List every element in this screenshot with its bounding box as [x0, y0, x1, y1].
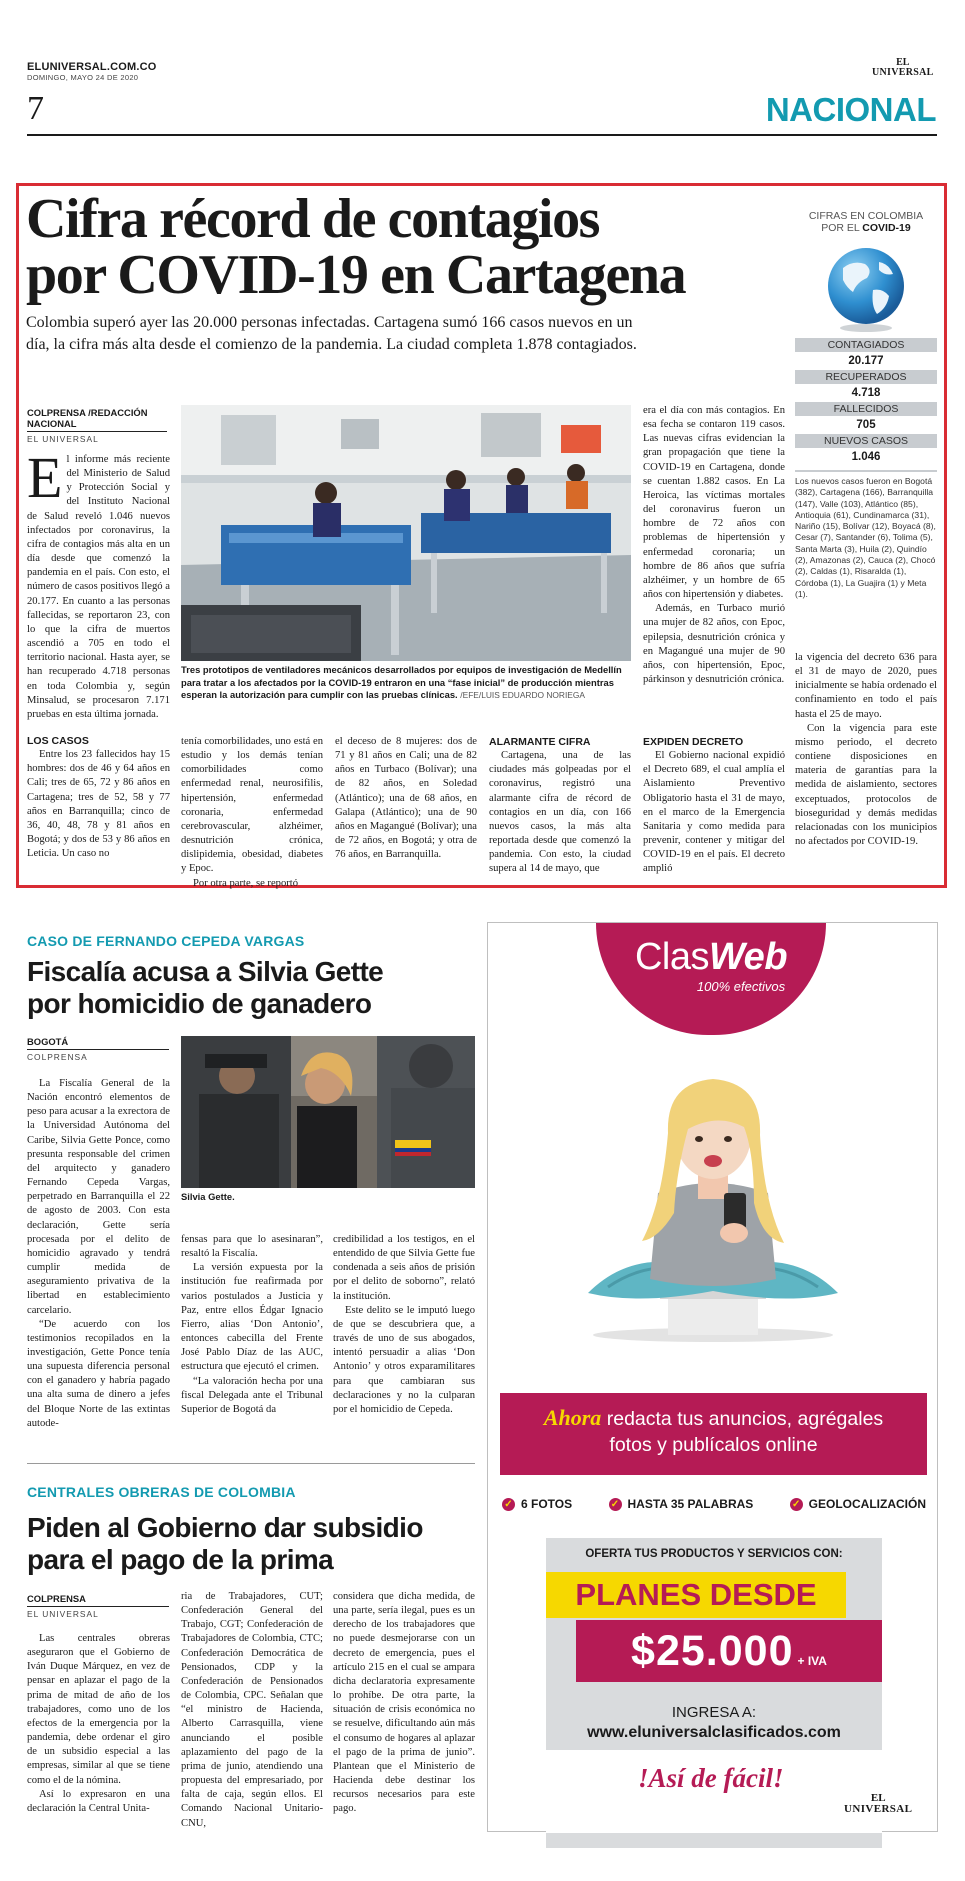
logo-bottom: UNIVERSAL — [872, 67, 934, 78]
stat-fallecidos — [795, 402, 937, 434]
lead-col1-p1: l informe más reciente del Ministerio de Salud y Protección Social y del Instituto Nacional de Salud reveló 1.046 nuevos infectados por coronavirus, la cifra de contagios más alta en un día desde que comenzó la pandemia en el país. Con esto, el número de casos positivos llegó a 20.177. En cuanto a las personas fallecidas, se reportaron 23, con lo que la cifra de muertos ascendió a 705 en todo el territorio nacional. Hasta ayer, se han recuperado 4.718 personas en toda Colombia y, según Minsalud, se procesaron 7.171 pruebas en esta última jornada. — [27, 454, 170, 720]
story-divider — [27, 1463, 475, 1464]
story3-col1-p1: Las centrales obreras aseguraron que el Gobierno de Iván Duque Márquez, en vez de pensar en aplazar el pago de la prima de mitad de año de los trabajadores, como uno de los efectos de la emergencia por la pandemia, debe ordenar el giro de un subsidio especial a las empresas, similar al que se tiene como el de la nómina. — [27, 1633, 170, 1786]
section-title: NACIONAL — [765, 91, 936, 128]
lead-col6-p1: la vigencia del decreto 636 para el 31 de mayo de 2020, pues inicialmente se había ordenado el confinamiento en todo el país hasta el 25 de mayo. — [795, 652, 937, 720]
stats-divider — [795, 470, 937, 472]
story3-column-2 — [181, 1590, 323, 1872]
lead-headline-line1: Cifra récord de contagios — [26, 188, 600, 250]
lead-byline-paper: EL UNIVERSAL — [27, 434, 99, 444]
lead-headline — [26, 188, 686, 306]
lead-column-5-bottom — [643, 735, 785, 880]
silvia-gette-image — [181, 1036, 475, 1188]
feature-photos: ✓ 6 FOTOS — [502, 1497, 572, 1511]
story2-headline — [27, 956, 383, 1020]
story3-col2-p1: ria de Trabajadores, CUT; Confederación General del Trabajo, CGT; Confederación de Trabajadores de Colombia, CTC; Confederación Democrática de Pensionados, CDP y la Confederación de Pensionados de Colombia, CPC. Señalan que “el ministro de Hacienda, Alberto Carrasquilla, viene anunciando el posible aplazamiento del pago de la prima de junio, atendiendo una propuesta del empresariado, por falta de caja, según ellos. El Comando Nacional Unitario-CNU, — [181, 1591, 323, 1829]
ad-features — [502, 1497, 926, 1511]
story3-byline — [27, 1593, 169, 1619]
story2-column-3 — [333, 1233, 475, 1454]
price-banner — [576, 1620, 882, 1682]
story3-byline-paper: EL UNIVERSAL — [27, 1609, 99, 1619]
story2-byline — [27, 1036, 169, 1062]
story2-headline-line2: por homicidio de ganadero — [27, 988, 372, 1019]
masthead-logo — [872, 58, 934, 78]
lead-subhead-decreto: EXPIDEN DECRETO — [643, 736, 744, 748]
story3-col1-p2: Así lo expresaron en una declaración la Central Unita- — [27, 1788, 170, 1814]
logo-web: Web — [709, 936, 788, 978]
lead-headline-line2: por COVID-19 en Cartagena — [26, 244, 686, 306]
lead-col1-p2: Entre los 23 fallecidos hay 15 hombres: dos de 46 y 64 años en Cali; tres de 65, 72 y 86 años en Cartagena; tres de 52, 58 y 77 años en Barranquilla; cinco de 36, 40, 48, 78 y 81 años en Bogotá; y dos de 53 y 86 años en Leticia. Un caso no — [27, 749, 170, 860]
lead-photo-caption — [181, 664, 631, 702]
lead-col2-p1: tenía comorbilidades, uno está en estudio y los demás tenían comorbilidades como enfermedad renal, neurosifilis, hipertensión, enfermedad coronaria, enfermedad cerebrovascular, alzhéimer, desnutrición crónica, dislipidemia, obesidad, diabetes y Epoc. — [181, 736, 323, 875]
lead-col2-p2: Por otra parte, se reportó — [193, 877, 299, 889]
stat-contagiados — [795, 338, 937, 370]
lead-column-1 — [27, 445, 170, 878]
story2-col2-p1: fensas para que lo asesinaran”, resaltó la Fiscalía. — [181, 1234, 323, 1260]
masthead-rule — [27, 134, 937, 136]
ventilator-workshop-image — [181, 405, 631, 661]
lead-caption-text: Tres prototipos de ventiladores mecánicos desarrollados por equipos de investigación de Medellín para tratar a los afectados por la COVID-19 entraron en una “fase inicial” de producción mientras esperan la autorización para cumplir con las pruebas clínicas. — [181, 664, 622, 700]
lead-col5b-p1: El Gobierno nacional expidió el Decreto 689, el cual amplía el Aislamiento Preventivo Obligatorio hasta el 31 de mayo, en el marco de la Emergencia Sanitaria y como medida para prevenir, contener y mitigar del COVID-19 en el país. El decreto amplió — [643, 750, 785, 875]
stats-list — [795, 338, 937, 466]
lead-column-4 — [489, 735, 631, 880]
lead-subhead-alarmante: ALARMANTE CIFRA — [489, 736, 591, 748]
ad-url-link[interactable]: www.eluniversalclasificados.com — [587, 1724, 841, 1741]
story2-byline-place: BOGOTÁ — [27, 1036, 169, 1050]
ad-slogan: !Así de fácil! — [638, 1763, 784, 1793]
stat-nuevos-casos — [795, 434, 937, 466]
lead-photo — [181, 405, 631, 661]
stat-value: 4.718 — [851, 387, 881, 399]
lead-column-2 — [181, 735, 323, 889]
story2-caption: Silvia Gette. — [181, 1191, 235, 1202]
masthead-date: DOMINGO, MAYO 24 DE 2020 — [27, 73, 139, 82]
lead-dropcap: E — [27, 445, 63, 510]
story2-col2-p2: La versión expuesta por la institución fue reafirmada por varios postulados a Justicia y Paz, entre ellos Édgar Ignacio Fierro, alias ‘Don Antonio’, entonces cabecilla del Frente José Pablo Díaz de las AUC, estructura que ejecutó el crimen. — [181, 1262, 323, 1373]
story2-photo — [181, 1036, 475, 1188]
story2-col1-p2: “De acuerdo con los testimonios recopilados en la investigación, Gette Ponce tenía una supuesta diferencia personal con el ganadero y habría pagado una alta suma de dinero a jefes del Bloque Norte de las extintas autode- — [27, 1318, 170, 1429]
logo-clas: Clas — [634, 936, 709, 978]
ad-brand-logo — [844, 1793, 912, 1815]
story3-headline-line1: Piden al Gobierno dar subsidio — [27, 1512, 423, 1543]
story2-kicker: CASO DE FERNANDO CEPEDA VARGAS — [27, 933, 305, 949]
story3-col3-p1: considera que dicha medida, de una parte, sería ilegal, pues es un derecho de los trabajadores que no puede desmejorarse con un decreto de emergencia, pues el artículo 215 en el cual se ampara dicha declaratoria expresamente lo prohíbe. De otra parte, la situación de crisis económica no se resuelve, dificultando aún más el consumo de hogares al aplazar el pago de la prima de junio”. Plantean que el Ministerio de Hacienda debe destinar los recursos necesarios para este pago. — [333, 1591, 475, 1815]
sidebar-title-line2: POR EL COVID-19 — [821, 222, 911, 234]
stat-value: 1.046 — [851, 451, 881, 463]
stat-label: RECUPERADOS — [795, 370, 937, 384]
lead-caption-credit: /EFE/LUIS EDUARDO NORIEGA — [460, 690, 585, 700]
page-number: 7 — [27, 90, 44, 127]
logo-top: EL — [896, 57, 910, 68]
story3-headline-line2: para el pago de la prima — [27, 1544, 334, 1575]
globe-icon — [821, 244, 911, 334]
stat-recuperados — [795, 370, 937, 402]
offer-text: OFERTA TUS PRODUCTOS Y SERVICIOS CON: — [585, 1548, 843, 1560]
clasweb-logo — [596, 923, 826, 1035]
story3-byline-agency: COLPRENSA — [27, 1593, 169, 1607]
banner-line1: redacta tus anuncios, agrégales — [601, 1408, 884, 1430]
stat-label: CONTAGIADOS — [795, 338, 937, 352]
lead-col5-p1: era el día con más contagios. En esa fecha se contaron 119 casos. Las nuevas cifras evidencian la gran propagación que tiene la COVID-19 en Cartagena, donde se cuentan 1.882 casos. En La Heroica, las víctimas mortales del coronavirus fueron un hombre de 72 años con problemas de hipertensión y enfermedad coronaria; un hombre de 86 años que sufría alzhéimer, y un hombre de 65 años con hipertensión y diabetes. — [643, 405, 785, 601]
ad-brand-bottom: UNIVERSAL — [844, 1803, 913, 1815]
feature-words: ✓ HASTA 35 PALABRAS — [609, 1497, 754, 1511]
lead-col5-p2: Además, en Turbaco murió una mujer de 82 años, con Epoc, epilepsia, desnutrición crónica y en Magangué una mujer de 90 años, con hipertensión, Epoc, párkinson y desnutrición crónica. — [643, 603, 785, 685]
story2-headline-line1: Fiscalía acusa a Silvia Gette — [27, 956, 384, 987]
lead-deck-line2: día, la cifra más alta desde el comienzo de la pandemia. La ciudad completa 1.878 contagiados. — [26, 336, 637, 353]
story3-column-1 — [27, 1632, 170, 1872]
story2-col3-p2: Este delito se le imputó luego de que se descubriera que, a través de uno de sus abogados, intentó persuadir a alias ‘Don Antonio’ y otros exparamilitares para que cambiaran sus declaraciones y no la culparan por el homicidio de Cepeda. — [333, 1304, 475, 1415]
ad-banner — [500, 1393, 927, 1475]
story2-byline-agency: COLPRENSA — [27, 1052, 88, 1062]
sidebar-title-line1: CIFRAS EN COLOMBIA — [808, 210, 924, 222]
ad-illustration — [548, 1043, 878, 1343]
story3-kicker: CENTRALES OBRERAS DE COLOMBIA — [27, 1484, 296, 1500]
covid-stats-sidebar — [795, 196, 937, 621]
story2-col2-p3: “La valoración hecha por una fiscal Delegada ante el Tribunal Superior de Bogotá da — [181, 1375, 323, 1415]
sidebar-note: Los nuevos casos fueron en Bogotá (382), Cartagena (166), Barranquilla (147), Valle (103), Atlántico (85), Antioquia (61), Cundinamarca (31), Nariño (15), Bolívar (12), Boyacá (8), Cesar (7), Santander (6), Tolima (5), Santa Marta (3), Huila (2), Quindío (2), Amazonas (2), Cauca (2), Chocó (2), Caldas (1), Risaralda (1), Córdoba (1), La Guajira (1) y Meta (1). — [795, 476, 936, 599]
lead-subhead-casos: LOS CASOS — [27, 734, 89, 747]
lead-col6-p2: Con la vigencia para este mismo periodo, el decreto contiene disposiciones en materia de garantías para la medida de aislamiento, sectores exceptuados, protocolos de bioseguridad y demás medidas relacionadas con los municipios no afectados por COVID-19. — [795, 722, 937, 848]
feature-geo: ✓ GEOLOCALIZACIÓN — [790, 1497, 926, 1511]
stat-label: NUEVOS CASOS — [795, 434, 937, 448]
story2-col1-p1: La Fiscalía General de la Nación encontró elementos de peso para acusar a la exrectora de la Universidad Autónoma del Caribe, Silvia Gette Ponce, como presunta responsable del crimen del arquitecto y ganadero Fernando Cepeda Vargas, perpetrado en Barranquilla el 22 de agosto de 2003. Con esta declaración, Gette sería procesada por el delito de homicidio agravado y tendrá cumplir medida de aseguramiento privativa de la libertad en establecimiento carcelario. — [27, 1078, 170, 1316]
logo-tagline: 100% efectivos — [696, 979, 786, 994]
check-icon: ✓ — [609, 1498, 622, 1511]
check-icon: ✓ — [502, 1498, 515, 1511]
lead-byline — [27, 407, 167, 444]
story3-column-3 — [333, 1590, 475, 1872]
story2-col3-p1: credibilidad a los testigos, en el entendido de que Silvia Gette fue condenada a seis años de prisión por el delito de soborno”, relató la institución. — [333, 1234, 475, 1302]
ad-brand-top: EL — [870, 1792, 886, 1804]
lead-col3-p1: el deceso de 8 mujeres: dos de 71 y 81 años en Cali; una de 82 años en Turbaco (Bolívar); una de 82 años, en Soledad (Atlántico); una de 68 años, en Galapa (Atlántico); una de 90 años en Magangué (Bolívar); una de 72 años, en Bogotá; y otra de 76 años, en Barranquilla. — [335, 736, 477, 861]
lead-byline-agency: COLPRENSA /REDACCIÓN NACIONAL — [27, 407, 167, 432]
clasweb-ad[interactable] — [487, 922, 938, 1832]
stat-label: FALLECIDOS — [795, 402, 937, 416]
lead-deck — [26, 312, 637, 356]
check-icon: ✓ — [790, 1498, 803, 1511]
lead-deck-line1: Colombia superó ayer las 20.000 personas infectadas. Cartagena sumó 166 casos nuevos en un — [26, 314, 633, 331]
price-value: $25.000 — [631, 1627, 794, 1675]
ingresa-label: INGRESA A: — [671, 1704, 757, 1721]
planes-banner: PLANES DESDE — [546, 1572, 846, 1618]
story3-headline — [27, 1512, 423, 1576]
masthead-site[interactable]: ELUNIVERSAL.COM.CO — [27, 61, 157, 73]
lead-column-3 — [335, 735, 477, 880]
story2-column-1 — [27, 1077, 170, 1454]
banner-ahora: Ahora — [543, 1405, 602, 1430]
stat-value: 705 — [856, 419, 876, 431]
banner-line2: fotos y publícalos online — [609, 1434, 818, 1456]
sidebar-title — [795, 196, 937, 234]
lead-col4-p1: Cartagena, una de las ciudades más golpeadas por el coronavirus, registró una alarmante cifra de récord de contagios en un día, con 166 nuevos casos, la más alta reportada desde que comenzó la pandemia. Con esto, la ciudad supera al 14 de mayo, que — [489, 750, 631, 875]
stat-value: 20.177 — [848, 355, 884, 367]
lead-column-6 — [795, 651, 937, 880]
lead-column-5-top — [643, 404, 785, 726]
price-iva: + IVA — [797, 1654, 827, 1668]
story2-column-2 — [181, 1233, 323, 1454]
